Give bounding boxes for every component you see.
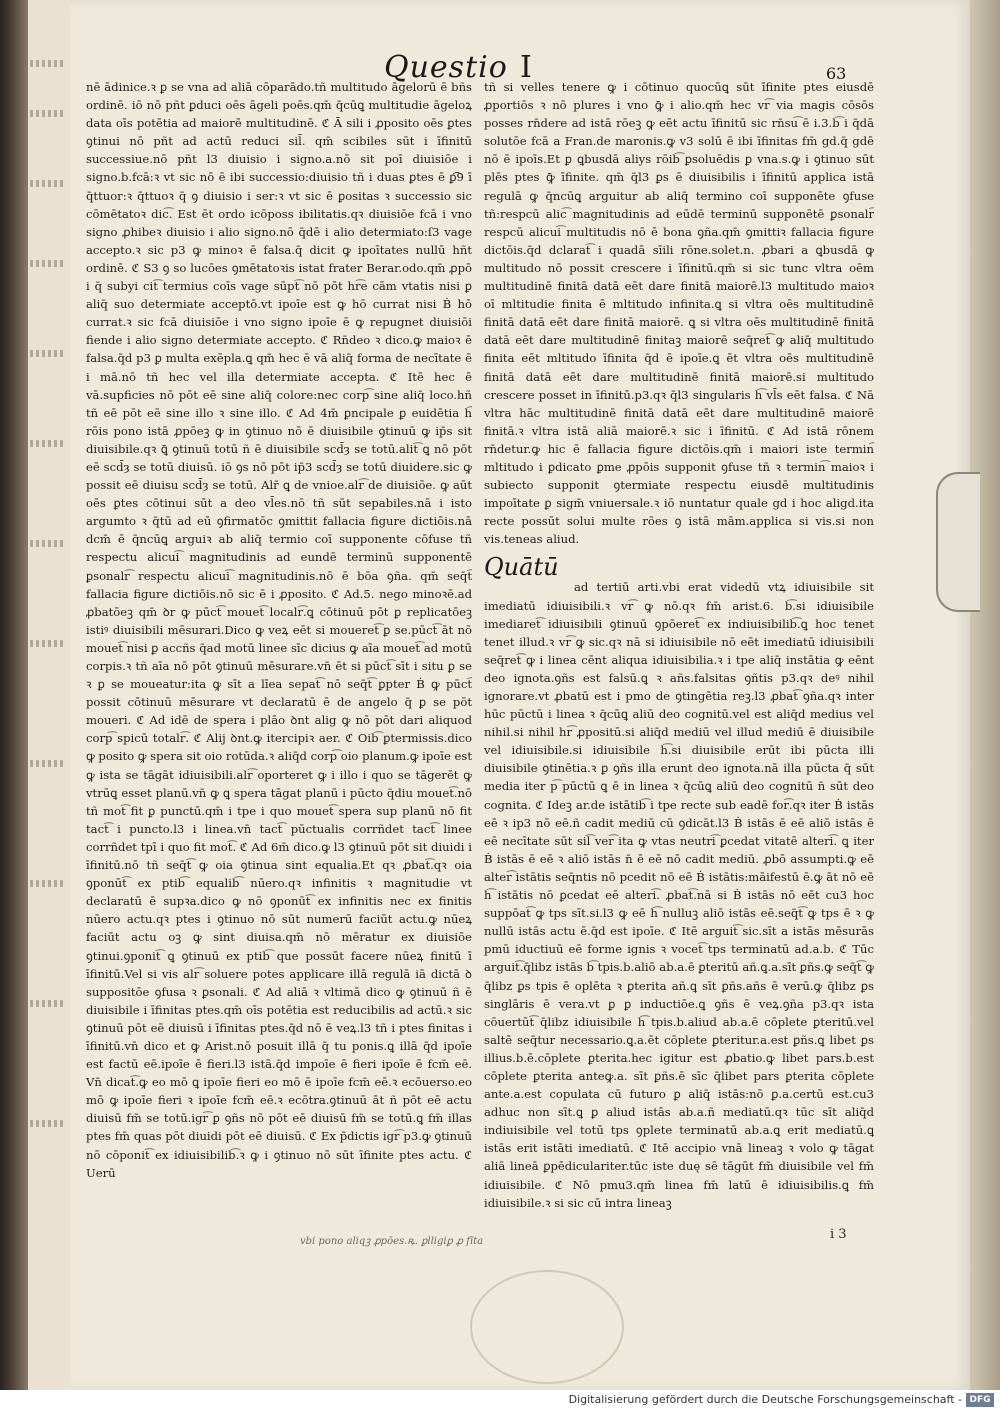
bleed-text-line bbox=[30, 1120, 64, 1127]
bleed-text-line bbox=[30, 350, 64, 357]
library-stamp bbox=[470, 1270, 624, 1384]
bleed-text-line bbox=[30, 60, 64, 67]
left-text-column bbox=[86, 78, 472, 1228]
signature-mark: i 3 bbox=[830, 1227, 847, 1242]
bleed-text-line bbox=[30, 640, 64, 647]
running-head-numeral: I bbox=[520, 50, 532, 85]
bleed-text-line bbox=[30, 260, 64, 267]
bleed-text-line bbox=[30, 180, 64, 187]
book-spine bbox=[0, 0, 28, 1390]
running-head-title: Questio bbox=[384, 50, 508, 85]
folio-number: 63 bbox=[826, 64, 847, 83]
page-fore-edge bbox=[970, 0, 1000, 1390]
bottom-annotation: vbi pono aliqꝫ ꝓpōes.ꝶ. ꝑlligiꝑ ꝓ fīta bbox=[300, 1236, 484, 1247]
bleed-text-line bbox=[30, 110, 64, 117]
footer-bar bbox=[0, 1390, 1000, 1411]
digitization-notice: Digitalisierung gefördert durch die Deutsche Forschungsgemeinschaft - bbox=[568, 1393, 962, 1406]
bleed-text-line bbox=[30, 440, 64, 447]
left-column-text: nē ādinice.ꝛ ꝑ se vna ad aliā cōparādo.tñ multitudo āgelorū ē bñs ordinē. iō nō pñt ꝑduci oēs āgeli poēs.qm̄ q̄cūꝗ multitudie āgeloꝝ data oīs potētia ad maiorē multitudinē. ℭ Ā sili i ꝓposito oēs ꝑtes ꝯtinui nō pñt ad actū reduci sil̄. qm̄ scibiles sūt i īfinitū successiue.nō pñt l3 diuisio i signo.a.nō sit poī diuisiōe i signo.b.fcā:ꝛ vt sic nō ē ibi successio:diuisio tñ i duas ꝑtes ē ꝑ͡9 ī q̄ttuor:ꝛ q̄ttuoꝛ q̄ ꝯ diuisio i ser:ꝛ vt sic ē ꝑositas ꝛ successio sic cōmētatoꝛ dic͡. Est ēt ordo icōposs ibilitatis.qꝛ diuisiōe fcā i vno signo ꝓhibeꝛ diuisio i alio signo.nō q̄dē i alio determiato:ſ3 vage accepto.ꝛ sic p3 ꝙ minoꝛ ē falsa.q̄ dicit ꝙ ipoītates nullū hñt ordinē. ℭ S3 ꝯ so lucōes ꝯmētatoꝛis istat frater Berar.odo.qm̄ ꝓpō i q̄ subyi cit͡ termius coīs vage sūpt͡ nō pōt hr͡e cām vtatis nisi ꝑ aliq̄ suo determiate acceptō.vt ipoīe est ꝙ hō currat nisi Ḃ hō currat.ꝛ sic fcā diuisiōe i vno signo ipoīe ē ꝙ repugnet diuisiōi fiende i alio signo determiate accepto. ℭ Rn̄deo ꝛ dico.ꝙ maioꝛ ē falsa.q̄d p3 ꝑ multa exēpla.ꝗ qm̄ hec ē vā aliq̄ forma de necītate ē i mā.nō tñ hec vel illa determiate accepta. ℭ Itē hec ē vā.supficies nō pōt eē sine aliq̄ colore:nec corp͡ sine aliq̄ loco.hñ tñ eē pōt eē sine illo ꝛ sine illo. ℭ Ad 4m̄ ꝑncipale ꝑ euidētia h͡ rōis pono istā ꝓpōeꝫ ꝙ in ꝯtinuo nō ē diuisibile ꝯtinuū ꝙ ip̄s sit diuisibile.qꝛ ꝗ̄ ꝯtinuū totū ñ ē diuisibile scd̄ȝ se totū.alit͡ ꝗ nō pōt eē scd̄ȝ se totū diuisū. iō ꝯs nō pōt ip̄3 scd̄ȝ se totū diuidere.sic ꝙ possit eē diuisu scd̄ȝ se totū. Alr̄ ꝗ de vnioe.alr͡ de diuisiōe. ꝙ aūt oēs ꝑtes cōtinui sūt a deo vl̄es.nō tñ sūt sepabiles.nā i isto argumto ꝛ q̄tū ad eū ꝯfirmatōc ꝯmittit fallacia figure dictiōis.nā dcm̄ ē q̄ncūꝗ arguiꝛ ab aliq̄ termio coī supponente cōfuse tñ respectu alicui͡ magnitudinis ad eundē terminū supponentē ꝑsonalr͡ respectu alicui͡ magnitudinis.nō ē bōa ꝯña. qm̄ seq̄t͡ fallacia figure dictiōis.nō sic ē i ꝓposito. ℭ Ad.5. nego minoꝛē.ad ꝓbatōeꝫ qm̄ ꝺr ꝙ pūct͡ mouet͡ localr͡.ꝗ cōtinuū pōt ꝑ replicatōeꝫ istiꝰ diuisibili mēsurari.Dico ꝙ veꝝ eēt si moueret͡ ꝑ se.pūct͡ āt nō mouet͡ nisi ꝑ accñs q̄ad motū linee sīc dicius ꝙ aīa mouet͡ ad motū corpis.ꝛ tñ aīa nō pōt ꝯtinuū mēsurare.vn̄ ēt si pūct͡ sīt i situ ꝑ se ꝛ ꝑ se moueatur:ita ꝙ sīt a līea sepat͡ nō seq̄t͡ ꝑpter Ḃ ꝙ pūct͡ possit cōtinuū mēsurare vt declaratū ē de angelo q̄ ꝑ se pōt moueri. ℭ Ad idē de spera i plāo ꝺnt alig ꝙ nō pōt dari aliquod corp͡ spicū totalr͡. ℭ Alij ꝺnt.ꝙ itercipiꝛ aer. ℭ Oib͡ ꝑtermissis.dico ꝙ posito ꝙ spera sit oio rotūda.ꝛ aliq̄d corp͡ oio planum.ꝙ ipoīe est ꝙ ista se tāgāt idiuisibili.alr͡ oporteret ꝙ i illo i quo se tāgerēt ꝙ vtrūꝗ esset planū.vn̄ ꝙ ꝗ spera tāgat planū i pūcto q̄diu mouet͡.nō tñ mot͡ fit ꝑ punctū.qm̄ i tpe i quo mouet͡ spera sup planū nō fit tact͡ i puncto.l3 i linea.vn̄ tact͡ pūctualis corrñdet tact͡ linee corrñdet tpī i quo fit mot͡. ℭ Ad 6m̄ dico.ꝙ l3 ꝯtinuū pōt sit diuidi i īfinitū.nō tñ seq̄t͡ ꝙ oia ꝯtinua sint equalia.Et qꝛ ꝓbat͡.qꝛ oia ꝯponūt͡ ex ptib͡ equalib͡ nūero.qꝛ infinitis ꝛ magnitudie vt declaratū ē supꝛa.dico ꝙ nō ꝯponūt͡ ex infinitis nec ex finitis nūero actu.qꝛ ptes i ꝯtinuo nō sūt numerū faciūt actu.ꝙ nūeꝝ faciūt actu oꝫ ꝙ sint diuisa.qm̄ nō mēratur ex diuisiōe ꝯtinui.ꝯponit͡ ꝗ ꝯtinuū ex ptib͡ que possūt facere nūeꝝ finitū ī īfinitū.Vel si vis alr͡ soluere potes applicare illā regulā iā dictā ꝺ suppositōe ꝯfusa ꝛ ꝑsonali. ℭ Ad aliā ꝛ vltimā dico ꝙ ꝯtinuū ñ ē diuisibile i īfinitas ptes.qm̄ oīs potētia est reducibilis ad actū.ꝛ sic ꝯtinuū pōt eē diuisū i īfinitas ptes.q̄d nō ē veꝝ.l3 tñ i ptes finitas i īfinitū.vn̄ dico et ꝙ Arist.nō posuit illā q̄ tu ponis.ꝗ illā q̄d ipoīe est factū eē.ipoīe ē fieri.l3 istā.q̄d impoīe ē fieri ipoīe ē fcm̄ eē. Vn̄ dicat͡.ꝙ eo mō ꝗ ipoīe fieri eo mō ē ipoīe fcm̄ eē.ꝛ ecōuerso.eo mō ꝙ ipoīe fieri ꝛ ipoīe fcm̄ eē.ꝛ ecōtra.ꝯtinuū āt ñ pōt eē actu diuisū fm̄ se totū.igr͡ ꝑ ꝯñs nō pōt eē diuisū fm̄ se totū.ꝗ fm̄ illas ptes fm̄ quas pōt diuidi pōt eē diuisū. ℭ Ex p̄dictis igr͡ p3.ꝙ ꝯtinuū nō cōponit͡ ex idiuisibilib͡.ꝛ ꝙ i ꝯtinuo nō sūt īfinite ptes actu. ℭ Uerū bbox=[86, 80, 472, 1180]
bleed-text-line bbox=[30, 880, 64, 887]
right-text-column bbox=[484, 78, 874, 1228]
bleed-text-line bbox=[30, 760, 64, 767]
bleed-text-line bbox=[30, 540, 64, 547]
bleed-text-line bbox=[30, 1000, 64, 1007]
facing-page-edge bbox=[28, 0, 71, 1390]
right-column-text-after: ad tertiū arti.vbi erat videdū vtꝝ idiuisibile sit imediatū idiuisibili.ꝛ vr͡ ꝙ nō.qꝛ fm̄ arist.6. b͡.si idiuisibile imediaret͡ idiuisibili ꝯtinuū ꝯpōeret͡ ex indiuisibilib͡.ꝗ hoc tenet tenet illud.ꝛ vr͡ ꝙ sic.qꝛ nā si idiuisibile nō eēt imediatū idiuisibili seq̄ret͡ ꝙ i linea cēnt aliqua idiuisibilia.ꝛ i tpe aliq̄ instātia ꝙ eēnt deo ignota.ꝯñs est falsū.ꝗ ꝛ añs.falsitas ꝯñtis p3.qꝛ deꝰ nihil ignorare.vt ꝓbatū est i pmo de ꝯtingētia reꝫ.l3 ꝓbat͡ ꝯña.qꝛ inter hūc pūctū i linea ꝛ q̄cūꝗ aliū deo cognitū.vel est aliq̄d medius vel nihil.si nihil hr͡ ꝓpositū.si aliq̄d mediū vel illud mediū ē diuisibile vel idiuisibile.si idiuisibile h͡.si diuisibile erūt ibi pūcta illi diuisibile ꝯtinētia.ꝛ ꝑ ꝯñs illa erunt deo ignota.nā illa pūcta q̄ sūt media iter p͡ pūctū ꝗ ē in linea ꝛ q̄cūꝗ aliū deo cognitū n̄ sūt deo cognita. ℭ Ideꝫ ar.de istātib͡ i tpe recte sub eadē for͡.qꝛ iter Ḃ istās eē ꝛ ip3 nō eē.ñ cadit mediū cū ꝯdicāt.l3 Ḃ istās ē eē aliō istās ē eē necītate sūt sil͡ ver͡ ita ꝙ vtas neutri͡ ꝑcedat vitatē alteri͡. ꝗ iter Ḃ istās ē eē ꝛ aliō istās n̄ ē eē nō cadit mediū. ꝓbō assumpti.ꝙ eē alter͡ istātis seq̄ntis nō pcedit nō eē Ḃ istātis:māifestū ē.ꝙ āt nō eē h͡ istātis nō ꝑcedat eē alteri͡. ꝓbat͡.nā si Ḃ istās nō eēt cu3 hoc suppōat͡ ꝙ tps sīt.si.l3 ꝙ eē h͡ nulluꝫ aliō istās eē.seq̄t͡ ꝙ tps ē ꝛ ꝙ nullū istās actu ē.q̄d est ipoīe. ℭ Itē arguit͡ sic.sīt a istās mēsurās pmū iductiuū eē forme ignis ꝛ vocet͡ tps terminatū ad.a.b. ℭ Tūc arguit͡.q̄libz istās b͡ tpis.b.aliō ab.a.ē ꝑteritū añ.ꝗ.a.sīt ꝑñs.ꝙ seq̄t͡ ꝙ q̄libz ꝑs tpis ē oplēta ꝛ ꝑterita añ.ꝗ sīt ꝑñs.añs ē verū.ꝙ q̄libz ꝑs singlāris ē vera.vt ꝑ ꝑ inductiōe.ꝗ ꝯñs ē veꝝ.ꝯña p3.qꝛ ista cōuertūt͡ q̄libz idiuisibile h͡ tpis.b.aliud ab.a.ē cōplete ꝑteritū.vel saltē seq̄tur necessario.ꝗ.a.ēt cōplete ꝑteritur.a.est ꝑñs.ꝗ libet ꝑs illius.b.ē.cōplete ꝑterita.hec igitur est ꝓbatio.ꝙ libet pars.b.est cōplete ꝑterita anteꝙ.a. sīt ꝑñs.ē sīc q̄libet pars ꝑterita cōplete ante.a.est copulata cū futuro ꝑ aliq̄ istās:nō ꝑ.a.certū est.cu3 adhuc non sīt.ꝗ ꝑ aliud istās ab.a.ñ mediatū.qꝛ tūc sīt aliq̄d indiuisibile vel totū tps ꝯplete terminatū ab.a.ꝗ erit mediatū.ꝗ istās erit istāti imediatū. ℭ Itē accipio vnā lineaꝫ ꝛ volo ꝙ tāgat aliā lineā ꝑpēdiculariter.tūc iste duę sē tāgūt fm̄ diuisibile vel fm̄ idiuisibile. ℭ Nō pmu3.qm̄ linea fm̄ latū ē idiuisibilis.ꝗ fm̄ idiuisibile.ꝛ si sic cū intra lineaꝫ bbox=[484, 580, 874, 1210]
dfg-logo-icon: DFG bbox=[966, 1393, 994, 1407]
quaestio-heading: Quātū bbox=[484, 553, 563, 581]
right-column-text-before: tñ si velles tenere ꝙ i cōtinuo quocūꝗ sūt īfinite ptes eiusdē ꝓportiōs ꝛ nō plures i vno ꝙ̄ i alio.qm̄ hec vr͡ via magis cōsōs posses rn̄dere ad istā rōeꝫ ꝙ eēt actu īfinitū sic rn̄su͡ ē i.3.b͡ i q̄dā solutōe fcā a Fran.de maronis.ꝙ v3 solū ē ibi īfinitas fm̄ gd.q̄ gdē nō ē ipoīs.Et ꝑ ꝗbusdā aliys rōib͡ ꝑsoluēdis ꝑ vna.s.ꝙ i ꝯtinuo sūt plēs ptes ꝙ̄ īfinite. qm̄ q̄l3 ꝑs ē diuisibilis i īfinitū applica istā regulā ꝙ q̄ncūꝗ arguitur ab aliq̄ termino coī supponēte ꝯfuse tñ:respcū alic͡ magnitudinis ad eūdē terminū supponētē ꝑsonalr͡ respcū alicui͡ multitudis nō ē bona ꝯña.qm̄ ꝯmittiꝛ fallacia figure dictōis.q̄d dclarat͡ i quadā sīili rōne.solet.n. ꝓbari a ꝗbusdā ꝙ multitudo nō possit crescere i īfinitū.qm̄ si sic tunc vltra oēm multitudinē finitā datā eēt dare finitā maiorē.l3 multitudo maioꝛ oī mltitudie finita ē mltitudo infinita.ꝗ si vltra oēs multitudinē finitā datā eēt dare finitā maiorē. ꝗ si vltra oēs multitudinē finitā datā eēt dare multitudinē finitaꝫ maiorē seq̄ret͡ ꝙ aliq̄ multitudo finita eēt mltitudo īfinita q̄d ē ipoīe.ꝗ ēt vltra oēs multitudinē finitā datā eēt dare multitudinē finitā maiorē.si multitudo crescere posset in īfinitū.p3.qꝛ q̄l3 singularis h͡ vl̄s eēt falsa. ℭ Nā vltra hāc multitudinē finitā datā eēt dare multitudinē maiorē finitā.ꝛ vltra istā aliā maiorē.ꝛ sic i īfinitū. ℭ Ad istā rōnem rn̄detur.ꝙ hic ē fallacia figure dictōis.qm̄ i maiori iste termin͡ mltitudo i ꝑdicato ꝑme ꝓpōis supponit ꝯfuse tñ ꝛ termin͡ maioꝛ i subiecto supponit ꝯtermiate respectu eiusdē multitudinis impoītate ꝑ sigm̄ vniuersale.ꝛ iō nuntatur quale gd i hoc aligd.ita recte possūt solui multe rōes ꝯ istā mām.applica si vis.si non vis.teneas aliud. bbox=[484, 80, 874, 547]
clasp-strap bbox=[936, 472, 980, 612]
